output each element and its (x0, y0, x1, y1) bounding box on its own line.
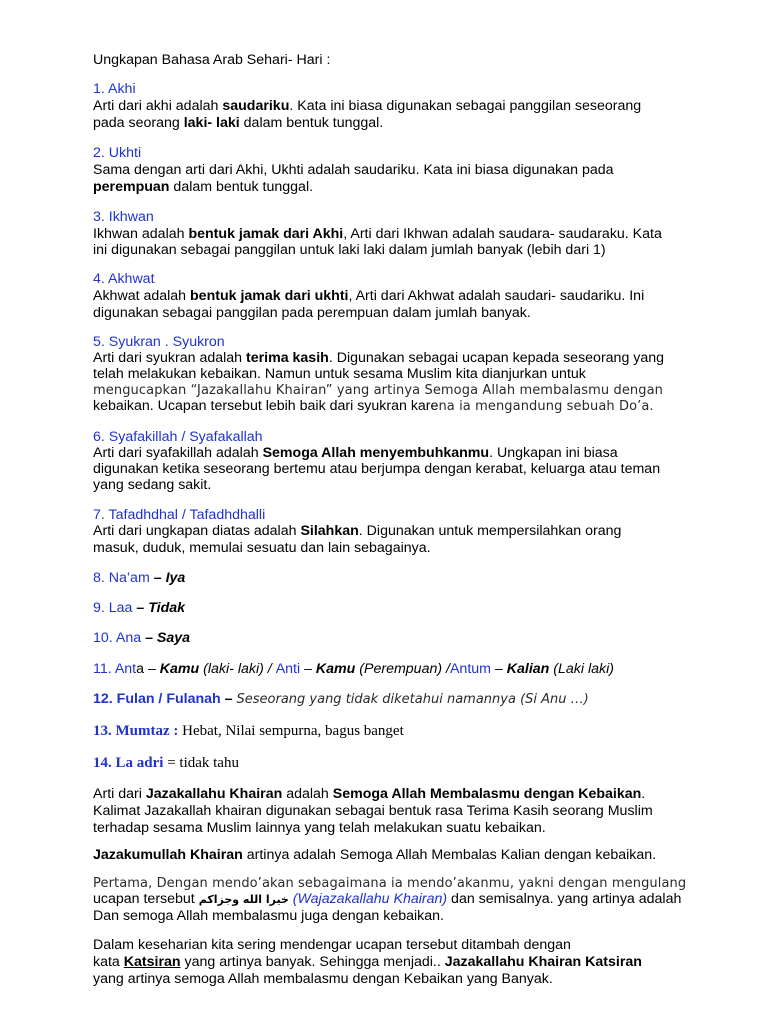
item-text-ukhti-line2: perempuan dalam bentuk tunggal. (93, 179, 314, 195)
item-text-tafadhdhal-line1: Arti dari ungkapan diatas adalah Silahkan. Digunakan untuk mempersilahkan orang (93, 523, 622, 539)
paragraph-4-line2: kata Katsiran yang artinya banyak. Sehingga menjadi.. Jazakallahu Khairan Katsiran (93, 954, 642, 970)
item-laa: 9. Laa – Tidak (93, 600, 186, 616)
paragraph-1-line2: Kalimat Jazakallah khairan digunakan sebagai bentuk rasa Terima Kasih seorang Muslim (93, 803, 653, 819)
item-text-syukran-line4: kebaikan. Ucapan tersebut lebih baik dari syukran karena ia mengandung sebuah Do’a. (93, 398, 654, 414)
item-heading-ikhwan: 3. Ikhwan (93, 209, 154, 225)
item-text-syafakillah-line2: digunakan ketika seseorang bertemu atau berjumpa dengan kerabat, keluarga atau teman (93, 461, 661, 477)
item-heading-tafadhdhal: 7. Tafadhdhal / Tafadhdhalli (93, 507, 266, 523)
paragraph-4-line1: Dalam keseharian kita sering mendengar ucapan tersebut ditambah dengan (93, 937, 571, 953)
item-text-syafakillah-line3: yang sedang sakit. (93, 477, 212, 493)
paragraph-1-line3: terhadap sesama Muslim lainnya yang telah melakukan suatu kebaikan. (93, 820, 546, 836)
paragraph-3-line2: ucapan tersebut خيرا الله وجزاكم (Wajazakallahu Khairan) dan semisalnya. yang artinya adalah (93, 891, 682, 907)
item-heading-syukran: 5. Syukran . Syukron (93, 334, 225, 350)
item-text-akhwat-line1: Akhwat adalah bentuk jamak dari ukhti, Arti dari Akhwat adalah saudari- saudariku. Ini (93, 288, 645, 304)
item-text-syukran-line3: mengucapkan “Jazakallahu Khairan” yang artinya Semoga Allah membalasmu dengan (93, 383, 664, 398)
paragraph-2: Jazakumullah Khairan artinya adalah Semoga Allah Membalas Kalian dengan kebaikan. (93, 847, 657, 863)
item-anta: 11. Anta – Kamu (laki- laki) / Anti – Kamu (Perempuan) /Antum – Kalian (Laki laki) (93, 661, 614, 677)
item-text-akhwat-line2: digunakan sebagai panggilan pada perempuan dalam jumlah banyak. (93, 305, 531, 321)
item-text-ikhwan-line1: Ikhwan adalah bentuk jamak dari Akhi, Arti dari Ikhwan adalah saudara- saudaraku. Kata (93, 226, 662, 242)
item-text-ukhti-line1: Sama dengan arti dari Akhi, Ukhti adalah saudariku. Kata ini biasa digunakan pada (93, 162, 614, 178)
item-heading-akhi: 1. Akhi (93, 81, 136, 97)
item-ladri: 14. La adri = tidak tahu (93, 755, 239, 771)
item-text-ikhwan-line2: ini digunakan sebagai panggilan untuk laki laki dalam jumlah banyak (lebih dari 1) (93, 242, 606, 258)
item-naam: 8. Na’am – Iya (93, 570, 186, 586)
document-title: Ungkapan Bahasa Arab Sehari- Hari : (93, 52, 331, 68)
paragraph-3-line1: Pertama, Dengan mendo’akan sebagaimana ia mendo’akanmu, yakni dengan mengulang (93, 876, 687, 891)
item-text-akhi-line2: pada seorang laki- laki dalam bentuk tunggal. (93, 115, 384, 131)
item-text-syukran-line2: telah melakukan kebaikan. Namun untuk sesama Muslim kita dianjurkan untuk (93, 366, 586, 382)
arabic-text: خيرا الله وجزاكم (198, 893, 289, 906)
item-heading-ukhti: 2. Ukhti (93, 145, 142, 161)
item-fulan: 12. Fulan / Fulanah – Seseorang yang tidak diketahui namannya (Si Anu …) (93, 691, 589, 707)
item-ana: 10. Ana – Saya (93, 630, 191, 646)
item-heading-akhwat: 4. Akhwat (93, 271, 155, 287)
paragraph-4-line3: yang artinya semoga Allah membalasmu dengan Kebaikan yang Banyak. (93, 971, 553, 987)
item-text-tafadhdhal-line2: masuk, duduk, memulai sesuatu dan lain sebagainya. (93, 540, 431, 556)
item-heading-syafakillah: 6. Syafakillah / Syafakallah (93, 429, 263, 445)
item-text-akhi-line1: Arti dari akhi adalah saudariku. Kata ini biasa digunakan sebagai panggilan seseorang (93, 98, 642, 114)
item-text-syafakillah-line1: Arti dari syafakillah adalah Semoga Allah menyembuhkanmu. Ungkapan ini biasa (93, 445, 618, 461)
paragraph-3-line3: Dan semoga Allah membalasmu juga dengan kebaikan. (93, 908, 444, 924)
paragraph-1-line1: Arti dari Jazakallahu Khairan adalah Semoga Allah Membalasmu dengan Kebaikan. (93, 786, 646, 802)
item-text-syukran-line1: Arti dari syukran adalah terima kasih. Digunakan sebagai ucapan kepada seseorang yang (93, 350, 665, 366)
item-mumtaz: 13. Mumtaz : Hebat, Nilai sempurna, bagus banget (93, 723, 404, 739)
